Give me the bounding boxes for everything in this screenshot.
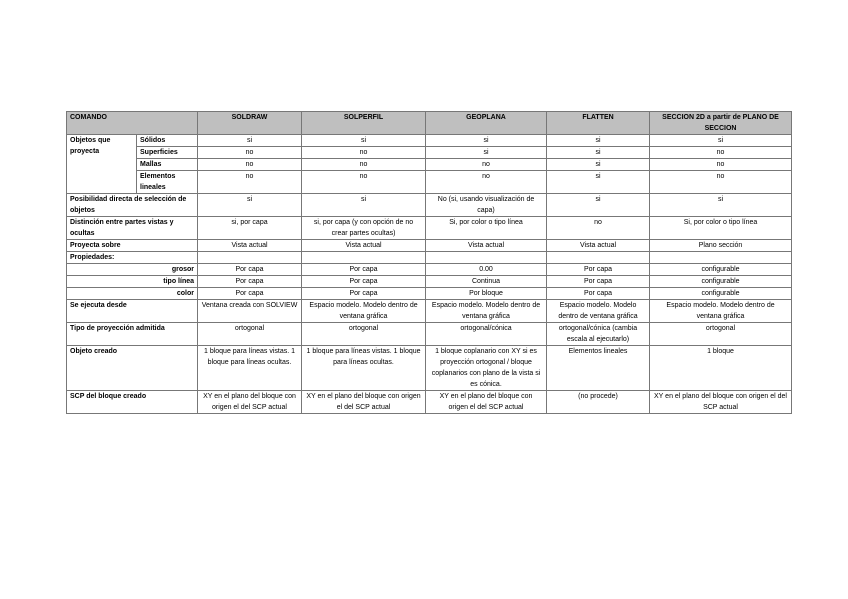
- table-row: [67, 217, 792, 240]
- cell: Vista actual: [547, 240, 650, 252]
- header-soldraw: SOLDRAW: [198, 112, 302, 135]
- cell: Por capa: [302, 264, 426, 276]
- cell: no: [547, 217, 650, 240]
- cell: si, por capa (y con opción de no crear partes ocultas): [302, 217, 426, 240]
- table-row: [67, 288, 792, 300]
- row-label-objetos: Objetos que proyecta: [67, 135, 137, 194]
- row-label-scp: SCP del bloque creado: [67, 391, 198, 414]
- cell: 0.00: [426, 264, 547, 276]
- cell: XY en el plano del bloque con origen el del SCP actual: [650, 391, 792, 414]
- cell: Vista actual: [198, 240, 302, 252]
- cell: ortogonal/cónica: [426, 323, 547, 346]
- cell: si: [198, 194, 302, 217]
- cell: Espacio modelo. Modelo dentro de ventana gráfica: [426, 300, 547, 323]
- cell: si, por capa: [198, 217, 302, 240]
- cell: Espacio modelo. Modelo dentro de ventana gráfica: [302, 300, 426, 323]
- table-row: [67, 194, 792, 217]
- cell: [426, 252, 547, 264]
- cell: no: [650, 147, 792, 159]
- cell: ortogonal: [650, 323, 792, 346]
- cell: 1 bloque para líneas vistas. 1 bloque para líneas ocultas.: [198, 346, 302, 391]
- cell: [650, 252, 792, 264]
- row-label-propiedades: Propiedades:: [67, 252, 198, 264]
- cell: ortogonal: [302, 323, 426, 346]
- row-label-proyecta: Proyecta sobre: [67, 240, 198, 252]
- sub-label: tipo línea: [67, 276, 198, 288]
- sub-label: color: [67, 288, 198, 300]
- cell: configurable: [650, 288, 792, 300]
- table-row: [67, 240, 792, 252]
- table-row: [67, 264, 792, 276]
- table-row: [67, 135, 792, 147]
- cell: no: [302, 147, 426, 159]
- table-row: [67, 159, 792, 171]
- cell: ortogonal: [198, 323, 302, 346]
- header-flatten: FLATTEN: [547, 112, 650, 135]
- cell: Vista actual: [302, 240, 426, 252]
- cell: 1 bloque para líneas vistas. 1 bloque para líneas ocultas.: [302, 346, 426, 391]
- cell: [547, 252, 650, 264]
- header-seccion2d: SECCION 2D a partir de PLANO DE SECCION: [650, 112, 792, 135]
- cell: 1 bloque: [650, 346, 792, 391]
- cell: Por capa: [302, 276, 426, 288]
- cell: si: [198, 135, 302, 147]
- cell: [198, 252, 302, 264]
- cell: Elementos lineales: [547, 346, 650, 391]
- cell: ortogonal/cónica (cambia escala al ejecutarlo): [547, 323, 650, 346]
- cell: Si, por color o tipo línea: [650, 217, 792, 240]
- row-label-tipo: Tipo de proyección admitida: [67, 323, 198, 346]
- cell: si: [426, 147, 547, 159]
- cell: si: [302, 194, 426, 217]
- cell: no: [650, 171, 792, 194]
- table-row: [67, 171, 792, 194]
- cell: Por capa: [198, 288, 302, 300]
- cell: Si, por color o tipo línea: [426, 217, 547, 240]
- cell: No (si, usando visualización de capa): [426, 194, 547, 217]
- header-solperfil: SOLPERFIL: [302, 112, 426, 135]
- table-row: [67, 391, 792, 414]
- cell: no: [426, 171, 547, 194]
- cell: 1 bloque coplanario con XY si es proyección ortogonal / bloque coplanarios con plano de la vista si es cónica.: [426, 346, 547, 391]
- cell: si: [650, 135, 792, 147]
- cell: no: [302, 171, 426, 194]
- cell: Por capa: [198, 276, 302, 288]
- table-row: [67, 276, 792, 288]
- cell: configurable: [650, 264, 792, 276]
- cell: Por capa: [547, 264, 650, 276]
- sub-label: Superficies: [137, 147, 198, 159]
- cell: si: [547, 147, 650, 159]
- cell: Ventana creada con SOLVIEW: [198, 300, 302, 323]
- cell: si: [547, 135, 650, 147]
- cell: no: [198, 159, 302, 171]
- cell: Espacio modelo. Modelo dentro de ventana gráfica: [650, 300, 792, 323]
- table-row: [67, 300, 792, 323]
- table-row: [67, 346, 792, 391]
- sub-label: Mallas: [137, 159, 198, 171]
- cell: Vista actual: [426, 240, 547, 252]
- cell: si: [547, 194, 650, 217]
- cell: Espacio modelo. Modelo dentro de ventana gráfica: [547, 300, 650, 323]
- cell: Por capa: [547, 288, 650, 300]
- cell: Por capa: [302, 288, 426, 300]
- header-comando: COMANDO: [67, 112, 198, 135]
- sub-label: Elementos lineales: [137, 171, 198, 194]
- cell: si: [302, 135, 426, 147]
- comparison-table: [66, 111, 792, 414]
- cell: Plano sección: [650, 240, 792, 252]
- cell: Por capa: [547, 276, 650, 288]
- cell: si: [650, 194, 792, 217]
- cell: no: [426, 159, 547, 171]
- table-row: [67, 252, 792, 264]
- row-label-distincion: Distinción entre partes vistas y ocultas: [67, 217, 198, 240]
- sub-label: grosor: [67, 264, 198, 276]
- cell: no: [198, 147, 302, 159]
- cell: si: [547, 171, 650, 194]
- cell: XY en el plano del bloque con origen el del SCP actual: [426, 391, 547, 414]
- row-label-ejecuta: Se ejecuta desde: [67, 300, 198, 323]
- cell: (no procede): [547, 391, 650, 414]
- cell: no: [650, 159, 792, 171]
- cell: si: [426, 135, 547, 147]
- cell: Por capa: [198, 264, 302, 276]
- table-row: [67, 323, 792, 346]
- sub-label: Sólidos: [137, 135, 198, 147]
- cell: Continua: [426, 276, 547, 288]
- cell: [302, 252, 426, 264]
- row-label-posibilidad: Posibilidad directa de selección de objetos: [67, 194, 198, 217]
- cell: XY en el plano del bloque con origen el del SCP actual: [302, 391, 426, 414]
- cell: no: [198, 171, 302, 194]
- cell: si: [547, 159, 650, 171]
- cell: XY en el plano del bloque con origen el del SCP actual: [198, 391, 302, 414]
- cell: Por bloque: [426, 288, 547, 300]
- header-geoplana: GEOPLANA: [426, 112, 547, 135]
- header-row: [67, 112, 792, 135]
- table-row: [67, 147, 792, 159]
- cell: no: [302, 159, 426, 171]
- cell: configurable: [650, 276, 792, 288]
- row-label-objeto-creado: Objeto creado: [67, 346, 198, 391]
